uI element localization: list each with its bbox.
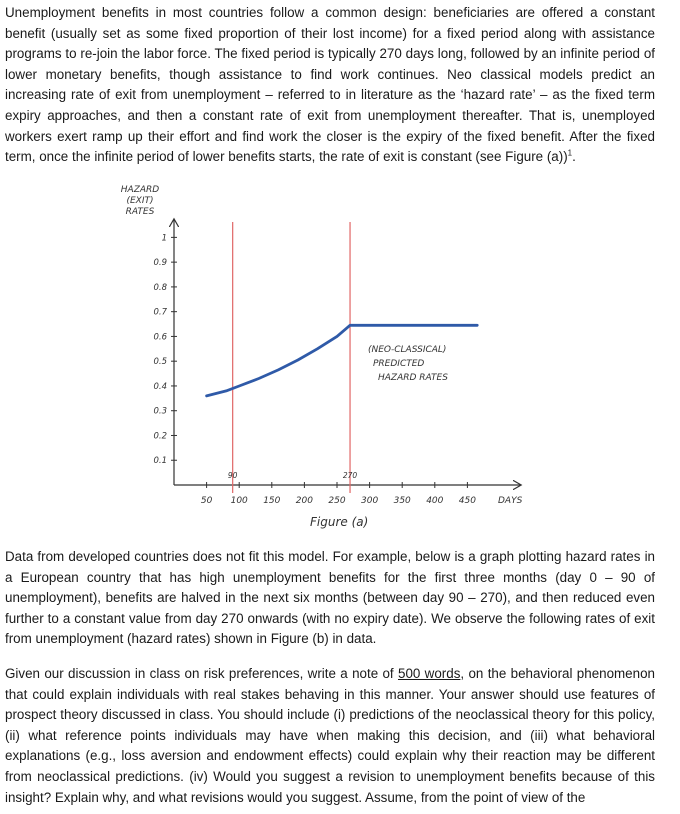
- y-tick-label: 0.6: [153, 332, 167, 343]
- x-axis-label: DAYS: [498, 496, 523, 506]
- vertical-line-label: 270: [342, 471, 358, 480]
- figure-caption: Figure (a): [310, 515, 369, 529]
- x-tick-label: 100: [230, 496, 248, 506]
- y-tick-label: 0.8: [153, 282, 167, 293]
- question-paragraph: [5, 664, 655, 808]
- intro-end: .: [572, 149, 576, 165]
- x-tick-label: 150: [263, 496, 281, 506]
- y-tick-label: 0.4: [153, 381, 167, 392]
- series-lines: [207, 325, 478, 396]
- y-tick-label: 1: [161, 233, 167, 244]
- annotation-line: PREDICTED: [373, 359, 425, 369]
- vertical-line-label: 90: [227, 471, 238, 480]
- word-count-link[interactable]: 500 words: [398, 666, 461, 681]
- y-tick-label: 0.3: [153, 406, 167, 417]
- x-tick-label: 350: [393, 496, 411, 506]
- y-tick-label: 0.1: [153, 456, 167, 467]
- question-text-end: , on the behavioral phenomenon that could explain individuals with real stakes behaving in this manner. Your answer should use features of prospect theory discussed in class. You should include (i) predictions of the neoclassical theory for this policy, (ii) what reference points individuals may have when making this decision, and (iii) what behavioral explanations (e.g., loss aversion and endowment effects) could explain why their reaction may be different from neoclassical predictions. (iv) Would you suggest a revision to unemployment benefits because of this insight? Explain why, and what revisions would you suggest. Assume, from the point of view of the: [5, 666, 655, 805]
- y-tick-label: 0.7: [153, 307, 167, 318]
- y-label-line: HAZARD: [120, 185, 160, 195]
- y-axis-label: [121, 185, 160, 217]
- x-tick-label: 200: [295, 496, 313, 506]
- y-label-line: (EXIT): [126, 196, 154, 206]
- y-tick-label: 0.5: [153, 357, 167, 368]
- x-tick-label: 250: [328, 496, 346, 506]
- annotation-line: (NEO-CLASSICAL): [368, 345, 447, 355]
- annotation-line: HAZARD RATES: [378, 373, 448, 383]
- figure-a-hazard-chart: [100, 180, 550, 530]
- y-tick-label: 0.2: [153, 431, 167, 442]
- x-tick-label: 50: [200, 496, 213, 506]
- x-tick-label: 450: [458, 496, 476, 506]
- annotation: [368, 345, 448, 383]
- series-line: [207, 325, 478, 396]
- y-label-line: RATES: [125, 207, 155, 217]
- intro-text: Unemployment benefits in most countries follow a common design: beneficiaries are offered a constant benefit (usually set as some fixed proportion of their lost income) for a fixed period along with assistance programs to re-join the labor force. The fixed period is typically 270 days long, followed by an infinite period of lower monetary benefits, though assistance to find work continues. Neo classical models predict an increasing rate of exit from unemployment – referred to in literature as the ‘hazard rate’ – as the fixed term expiry approaches, and then a constant rate of exit from unemployment thereafter. That is, unemployed workers exert ramp up their effort and find work the closer is the expiry of the fixed benefit. After the fixed term, once the infinite period of lower benefits starts, the rate of exit is constant (see Figure (a)): [5, 5, 655, 165]
- question-text-start: Given our discussion in class on risk preferences, write a note of: [5, 666, 398, 681]
- expiry-lines: [228, 222, 358, 493]
- footnote-mark[interactable]: 1: [567, 148, 573, 158]
- y-tick-label: 0.9: [153, 258, 167, 269]
- x-tick-label: 400: [426, 496, 444, 506]
- data-paragraph: Data from developed countries does not fit this model. For example, below is a graph plotting hazard rates in a European country that has high unemployment benefits for the first three months (day 0 – 90 of unemployment), benefits are halved in the next six months (between day 90 – 270), and then reduced even further to a constant value from day 270 onwards (with no expiry date). We observe the following rates of exit from unemployment (hazard rates) shown in Figure (b) in data.: [5, 549, 655, 647]
- x-tick-label: 300: [361, 496, 379, 506]
- intro-paragraph: [5, 3, 655, 168]
